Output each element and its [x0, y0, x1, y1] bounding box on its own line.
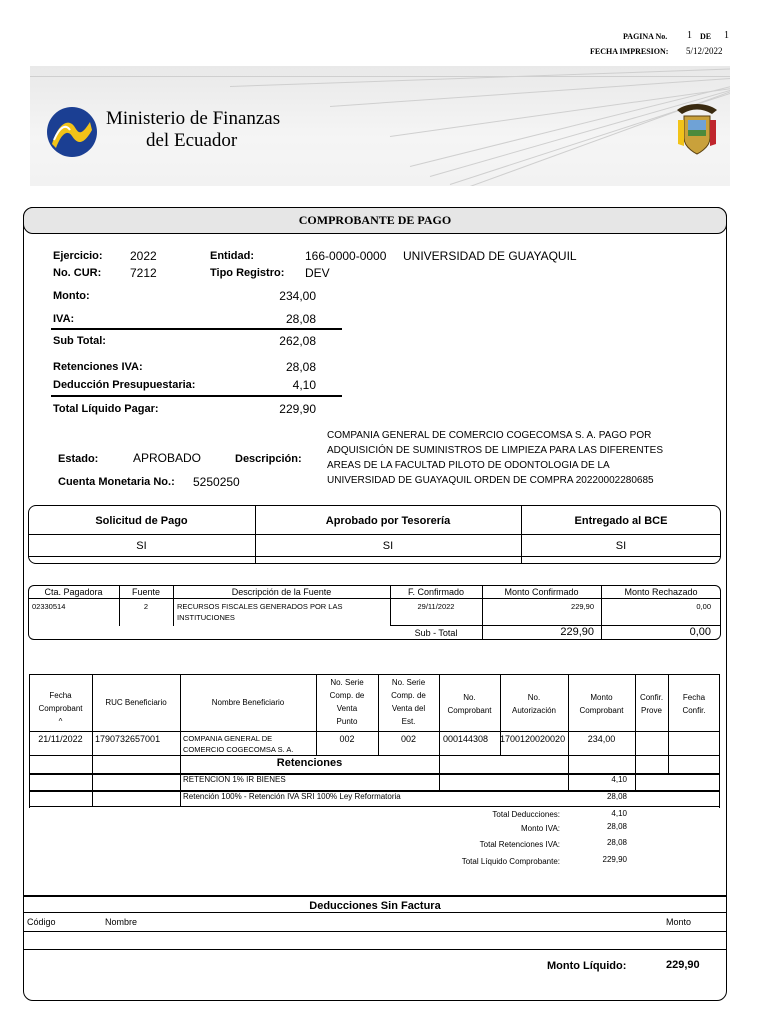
fuente-value: 2	[143, 602, 149, 611]
cta-pagadora-header: Cta. Pagadora	[44, 587, 103, 597]
ruc-beneficiario-value: 1790732657001	[95, 734, 161, 744]
header-line: No. Serie	[391, 678, 426, 687]
monto-label: Monto:	[53, 290, 90, 302]
nombre-beneficiario-line2: COMERCIO COGECOMSA S. A.	[183, 745, 294, 754]
divider	[180, 674, 181, 807]
subtotal-label: Sub Total:	[53, 335, 106, 347]
tipo-registro-value: DEV	[305, 266, 330, 280]
entregado-bce-value: SI	[615, 540, 627, 552]
estado-value: APROBADO	[133, 451, 202, 465]
print-date-label: FECHA IMPRESION:	[590, 47, 669, 56]
aprobado-tesoreria-value: SI	[382, 540, 394, 552]
descripcion-fuente-line1: RECURSOS FISCALES GENERADOS POR LAS	[177, 602, 343, 611]
descripcion-fuente-header: Descripción de la Fuente	[231, 587, 332, 597]
cur-label: No. CUR:	[53, 267, 102, 279]
divider	[668, 674, 669, 774]
divider	[29, 806, 720, 807]
monto-iva-label: Monto IVA:	[521, 824, 560, 833]
nombre-beneficiario-header: Nombre Beneficiario	[211, 698, 285, 707]
page-de-label: DE	[700, 32, 712, 41]
fecha-confirmado-header: F. Confirmado	[407, 587, 465, 597]
header-line: ^	[58, 717, 63, 726]
divider	[23, 895, 727, 897]
print-date: 5/12/2022	[686, 46, 723, 56]
monto-liquido-label: Monto Líquido:	[547, 960, 627, 972]
retencion-label: RETENCION 1% IR BIENES	[183, 775, 286, 784]
header-line: Fecha	[682, 693, 706, 702]
descripcion-label: Descripción:	[235, 453, 302, 465]
page-number-label: PAGINA No.	[623, 32, 668, 41]
fuente-subtotal-confirmado: 229,90	[560, 626, 594, 638]
descripcion-line: ADQUISICIÓN DE SUMINISTROS DE LIMPIEZA PARA LAS DIFERENTES	[327, 445, 663, 456]
descripcion-line: AREAS DE LA FACULTAD PILOTO DE ODONTOLOGIA DE LA	[327, 460, 610, 471]
header-line: Comprobant	[447, 706, 492, 715]
ruc-beneficiario-header: RUC Beneficiario	[105, 698, 167, 707]
total-deducciones-label: Total Deducciones:	[492, 810, 560, 819]
divider	[23, 949, 727, 950]
header-line: Autorización	[511, 706, 557, 715]
page-number: 1	[687, 30, 692, 41]
descripcion-line: COMPANIA GENERAL DE COMERCIO COGECOMSA S. A. PAGO POR	[327, 430, 652, 441]
total-liquido-comprobante-label: Total Líquido Comprobante:	[461, 857, 560, 866]
ejercicio-value: 2022	[130, 249, 157, 263]
total-retenciones-iva-value: 28,08	[606, 838, 627, 847]
retencion-label: Retención 100% - Retención IVA SRI 100% Ley Reformatoria	[183, 792, 401, 801]
retencion-value: 28,08	[606, 792, 627, 801]
retenciones-iva-value: 28,08	[285, 360, 316, 374]
deduccion-label: Deducción Presupuestaria:	[53, 379, 196, 391]
cuenta-monetaria-value: 5250250	[193, 475, 240, 489]
tipo-registro-label: Tipo Registro:	[210, 267, 285, 279]
monto-rechazado-header: Monto Rechazado	[624, 587, 698, 597]
solicitud-pago-header: Solicitud de Pago	[95, 515, 188, 527]
header-line: No. Serie	[330, 678, 364, 687]
divider	[29, 755, 720, 756]
divider	[51, 395, 342, 397]
header-line: Venta del	[391, 704, 426, 713]
iva-value: 28,08	[285, 312, 316, 326]
divider	[28, 556, 721, 557]
header-line: No.	[527, 693, 541, 702]
fuente-header: Fuente	[131, 587, 161, 597]
entregado-bce-header: Entregado al BCE	[574, 515, 668, 527]
total-liquido-comprobante-value: 229,90	[602, 855, 627, 864]
total-liquido-label: Total Líquido Pagar:	[53, 403, 159, 415]
deducciones-title: Deducciones Sin Factura	[309, 900, 441, 912]
header-line: Confir.	[682, 706, 706, 715]
retenciones-iva-label: Retenciones IVA:	[53, 361, 143, 373]
no-autorizacion-value: 1700120020020	[500, 734, 566, 744]
ejercicio-label: Ejercicio:	[53, 250, 103, 262]
divider	[28, 534, 721, 535]
monto-comprobante-header	[568, 691, 635, 717]
monto-value: 234,00	[279, 289, 316, 303]
header-line: Comprobant	[579, 706, 624, 715]
monto-comprobante-value: 234,00	[587, 734, 616, 744]
divider	[23, 912, 727, 913]
no-autorizacion-header	[500, 691, 568, 717]
serie-punto-value: 002	[339, 734, 355, 744]
serie-est-value: 002	[400, 734, 417, 744]
header-line: Comp. de	[391, 691, 426, 700]
fecha-confir-header	[668, 691, 720, 717]
serie-est-header	[378, 676, 439, 728]
ministry-name-line1: Ministerio de Finanzas	[106, 108, 281, 129]
monto-iva-value: 28,08	[606, 822, 627, 831]
header-line: Comp. de	[329, 691, 365, 700]
page-total: 1	[724, 30, 729, 41]
monto-rechazado-value: 0,00	[696, 602, 711, 611]
monto-confirmado-value: 229,90	[571, 602, 594, 611]
aprobado-tesoreria-header: Aprobado por Tesorería	[325, 515, 451, 527]
nombre-header: Nombre	[105, 917, 138, 927]
retencion-value: 4,10	[611, 775, 627, 784]
iva-label: IVA:	[53, 313, 75, 325]
document-title: COMPROBANTE DE PAGO	[298, 213, 452, 227]
descripcion-fuente-line2: INSTITUCIONES	[177, 613, 235, 622]
header-line: Prove	[641, 706, 662, 715]
header-line: Punto	[336, 717, 358, 726]
total-retenciones-iva-label: Total Retenciones IVA:	[479, 840, 560, 849]
cuenta-monetaria-label: Cuenta Monetaria No.:	[58, 476, 175, 488]
retenciones-title: Retenciones	[276, 757, 343, 769]
divider	[51, 328, 342, 330]
header-line: Confir.	[639, 693, 664, 702]
ministry-logo-icon	[44, 104, 100, 160]
confir-prove-header	[635, 691, 668, 717]
total-deducciones-value: 4,10	[611, 809, 627, 818]
codigo-header: Código	[27, 917, 56, 927]
descripcion-line: UNIVERSIDAD DE GUAYAQUIL ORDEN DE COMPRA 20220002280685	[327, 475, 654, 486]
estado-label: Estado:	[58, 453, 99, 465]
descripcion-text	[327, 428, 663, 488]
divider	[23, 931, 727, 932]
monto-header: Monto	[666, 917, 692, 927]
monto-liquido-value: 229,90	[666, 959, 700, 971]
header-line: Comprobant	[38, 704, 83, 713]
fecha-confirmado-value: 29/11/2022	[417, 602, 455, 611]
entidad-name: UNIVERSIDAD DE GUAYAQUIL	[403, 249, 577, 263]
nombre-beneficiario-line1: COMPANIA GENERAL DE	[183, 734, 273, 743]
subtotal-value: 262,08	[279, 334, 316, 348]
solicitud-pago-value: SI	[136, 540, 147, 552]
cta-pagadora-value: 02330514	[32, 602, 66, 611]
header-line: No.	[463, 693, 476, 702]
divider	[28, 598, 721, 599]
coat-of-arms-icon	[672, 100, 722, 158]
no-comprobante-value: 000144308	[443, 734, 489, 744]
cur-value: 7212	[130, 266, 157, 280]
fecha-comprobante-value: 21/11/2022	[38, 734, 83, 744]
deduccion-value: 4,10	[292, 378, 316, 392]
monto-confirmado-header: Monto Confirmado	[504, 587, 579, 597]
divider	[255, 505, 256, 564]
serie-punto-header	[316, 676, 378, 728]
fuente-subtotal-label: Sub - Total	[414, 628, 458, 638]
ministry-name-line2: del Ecuador	[146, 130, 238, 151]
header-line: Fecha	[49, 691, 72, 700]
entidad-label: Entidad:	[210, 250, 254, 262]
header-line: Venta	[336, 704, 358, 713]
no-comprobante-header	[439, 691, 500, 717]
total-liquido-value: 229,90	[279, 402, 316, 416]
divider	[92, 674, 93, 807]
divider	[29, 731, 720, 732]
header-line: Est.	[401, 717, 416, 726]
divider	[521, 505, 522, 564]
entidad-code: 166-0000-0000	[305, 249, 387, 263]
fecha-comprobante-header	[29, 689, 92, 728]
fuente-subtotal-rechazado: 0,00	[689, 626, 711, 638]
header-line: Monto	[590, 693, 613, 702]
